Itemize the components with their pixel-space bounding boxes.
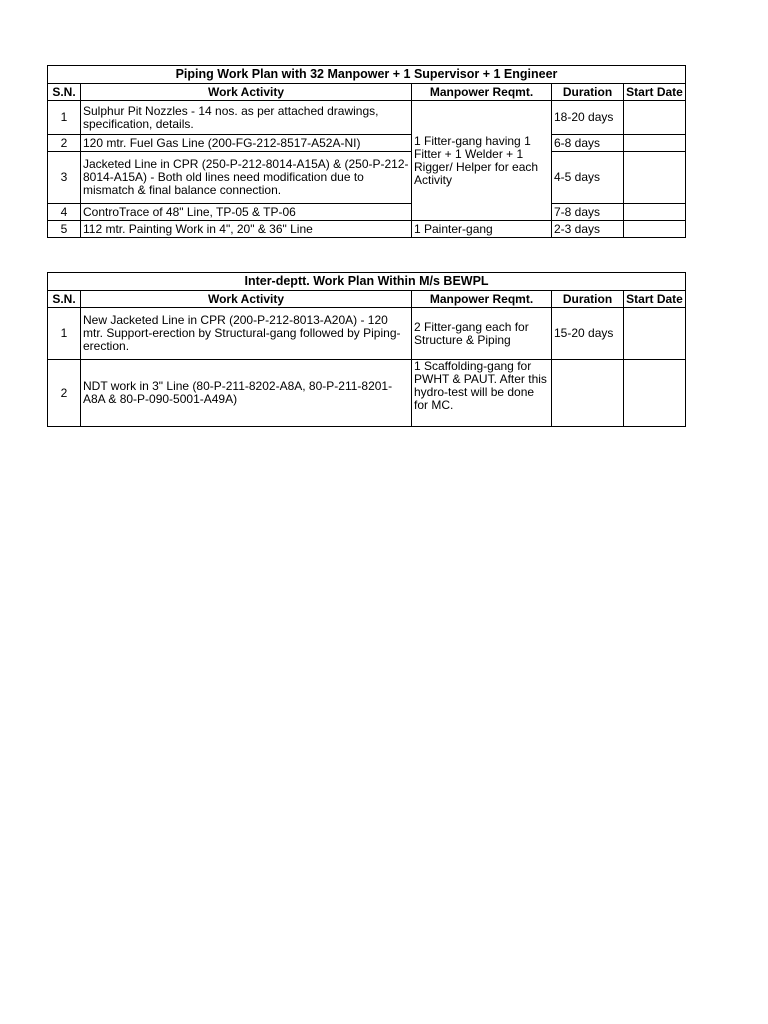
cell-activity: ControTrace of 48" Line, TP-05 & TP-06	[81, 204, 412, 221]
header-sn: S.N.	[48, 84, 81, 101]
cell-activity: NDT work in 3" Line (80-P-211-8202-A8A, 80-P-211-8201-A8A & 80-P-090-5001-A49A)	[81, 360, 412, 427]
cell-manpower-merged: 1 Fitter-gang having 1 Fitter + 1 Welder + 1 Rigger/ Helper for each Activity	[412, 101, 552, 221]
table-title: Piping Work Plan with 32 Manpower + 1 Supervisor + 1 Engineer	[48, 66, 686, 84]
cell-sn: 1	[48, 101, 81, 135]
cell-start-date	[624, 221, 686, 238]
cell-start-date	[624, 360, 686, 427]
cell-manpower: 1 Painter-gang	[412, 221, 552, 238]
cell-activity: 112 mtr. Painting Work in 4", 20" & 36" Line	[81, 221, 412, 238]
table-title: Inter-deptt. Work Plan Within M/s BEWPL	[48, 273, 686, 291]
header-start-date: Start Date	[624, 291, 686, 308]
cell-duration: 15-20 days	[552, 308, 624, 360]
cell-sn: 4	[48, 204, 81, 221]
inter-dept-work-plan-table	[47, 272, 686, 427]
header-work-activity: Work Activity	[81, 84, 412, 101]
cell-sn: 5	[48, 221, 81, 238]
cell-sn: 2	[48, 360, 81, 427]
cell-duration: 2-3 days	[552, 221, 624, 238]
cell-duration	[552, 360, 624, 427]
cell-manpower: 1 Scaffolding-gang for PWHT & PAUT. After this hydro-test will be done for MC.	[412, 360, 552, 427]
cell-start-date	[624, 101, 686, 135]
header-manpower: Manpower Reqmt.	[412, 291, 552, 308]
cell-start-date	[624, 204, 686, 221]
table-row	[48, 152, 686, 204]
header-duration: Duration	[552, 291, 624, 308]
cell-sn: 1	[48, 308, 81, 360]
cell-start-date	[624, 152, 686, 204]
header-manpower: Manpower Reqmt.	[412, 84, 552, 101]
header-start-date: Start Date	[624, 84, 686, 101]
cell-duration: 6-8 days	[552, 135, 624, 152]
cell-duration: 18-20 days	[552, 101, 624, 135]
table-row	[48, 360, 686, 427]
cell-activity: Jacketed Line in CPR (250-P-212-8014-A15A) & (250-P-212-8014-A15A) - Both old lines need modification due to mismatch & final balance connection.	[81, 152, 412, 204]
cell-sn: 2	[48, 135, 81, 152]
cell-sn: 3	[48, 152, 81, 204]
table-row	[48, 101, 686, 135]
table-row	[48, 221, 686, 238]
piping-work-plan-table	[47, 65, 686, 238]
table-row	[48, 204, 686, 221]
cell-activity: New Jacketed Line in CPR (200-P-212-8013-A20A) - 120 mtr. Support-erection by Structural-gang followed by Piping-erection.	[81, 308, 412, 360]
header-work-activity: Work Activity	[81, 291, 412, 308]
header-duration: Duration	[552, 84, 624, 101]
table-row	[48, 308, 686, 360]
cell-start-date	[624, 308, 686, 360]
table-row	[48, 135, 686, 152]
cell-duration: 4-5 days	[552, 152, 624, 204]
cell-activity: Sulphur Pit Nozzles - 14 nos. as per attached drawings, specification, details.	[81, 101, 412, 135]
cell-manpower: 2 Fitter-gang each for Structure & Piping	[412, 308, 552, 360]
cell-activity: 120 mtr. Fuel Gas Line (200-FG-212-8517-A52A-NI)	[81, 135, 412, 152]
header-sn: S.N.	[48, 291, 81, 308]
cell-duration: 7-8 days	[552, 204, 624, 221]
cell-start-date	[624, 135, 686, 152]
